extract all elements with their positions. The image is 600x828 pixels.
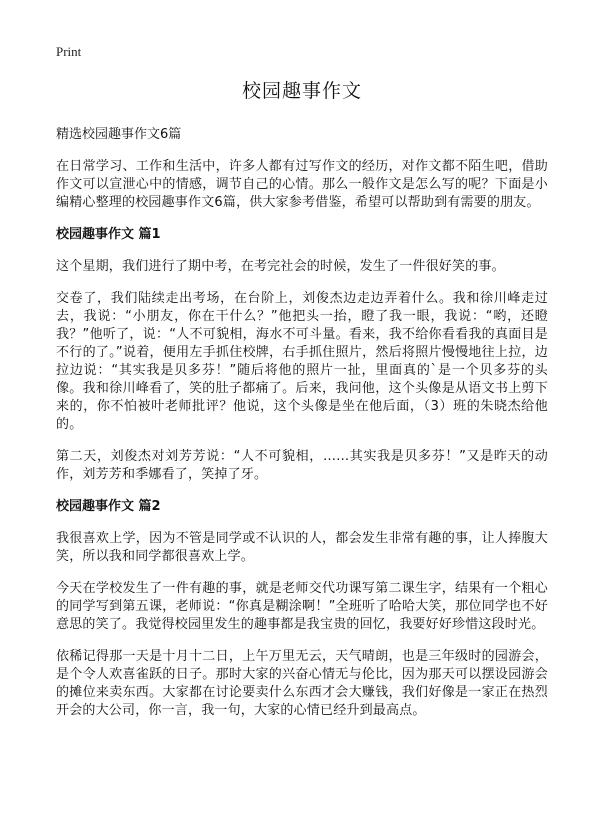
section-heading-1: 校园趣事作文 篇1 <box>56 227 161 242</box>
print-link[interactable]: Print <box>56 44 82 59</box>
section-1-paragraph-2: 交卷了，我们陆续走出考场，在台阶上，刘俊杰边走边弄着什么。我和徐川峰走过去，我说：“小朋友，你在干什么？”他把头一抬，瞪了我一眼，我说：“哟，还瞪我？”他听了，说：“人不可貌相，海水不可斗量。看来，我不给你看看我的真面目是不行的了。”说着，便用左手抓住校牌，右手抓住照片，然后将照片慢慢地往上拉，边拉边说：“其实我是贝多芬！”随后将他的照片一扯，里面真的`是一个贝多芬的头像。我和徐川峰看了，笑的肚子都痛了。后来，我问他，这个头像是从语文书上剪下来的，你不怕被叶老师批评？他说，这个头像是坐在他后面，（3）班的朱晓杰给他的。 <box>56 291 548 432</box>
section-2-paragraph-1: 我很喜欢上学，因为不管是同学或不认识的人，都会发生非常有趣的事，让人捧腹大笑，所以我和同学都很喜欢上学。 <box>56 531 548 564</box>
section-2-paragraph-2: 今天在学校发生了一件有趣的事，就是老师交代功课写第二课生字，结果有一个粗心的同学写到第五课，老师说：“你真是糊涂啊！”全班听了哈哈大笑，那位同学也不好意思的笑了。我觉得校园里发生的趣事都是我宝贵的回忆，我要好好珍惜这段时光。 <box>56 581 548 632</box>
intro-paragraph: 在日常学习、工作和生活中，许多人都有过写作文的经历，对作文都不陌生吧，借助作文可以宣泄心中的情感，调节自己的心情。那么一般作文是怎么写的呢？下面是小编精心整理的校园趣事作文6篇，供大家参考借鉴，希望可以帮助到有需要的朋友。 <box>56 159 548 210</box>
document-subtitle: 精选校园趣事作文6篇 <box>56 127 182 142</box>
section-1-paragraph-3: 第二天，刘俊杰对刘芳芳说：“人不可貌相，……其实我是贝多芬！”又是昨天的动作，刘芳芳和季娜看了，笑掉了牙。 <box>56 449 548 482</box>
document-page <box>56 78 548 734</box>
document-title: 校园趣事作文 <box>241 80 362 102</box>
section-1-paragraph-1: 这个星期，我们进行了期中考，在考完社会的时候，发生了一件很好笑的事。 <box>56 259 505 274</box>
section-2-paragraph-3: 依稀记得那一天是十月十二日，上午万里无云，天气晴朗，也是三年级时的园游会，是个令人欢喜雀跃的日子。那时大家的兴奋心情无与伦比，因为那天可以摆设园游会的摊位来卖东西。大家都在讨论要卖什么东西才会大赚钱，我们好像是一家正在热烈开会的大公司，你一言，我一句，大家的心情已经升到最高点。 <box>56 649 548 718</box>
section-heading-2: 校园趣事作文 篇2 <box>56 499 161 514</box>
